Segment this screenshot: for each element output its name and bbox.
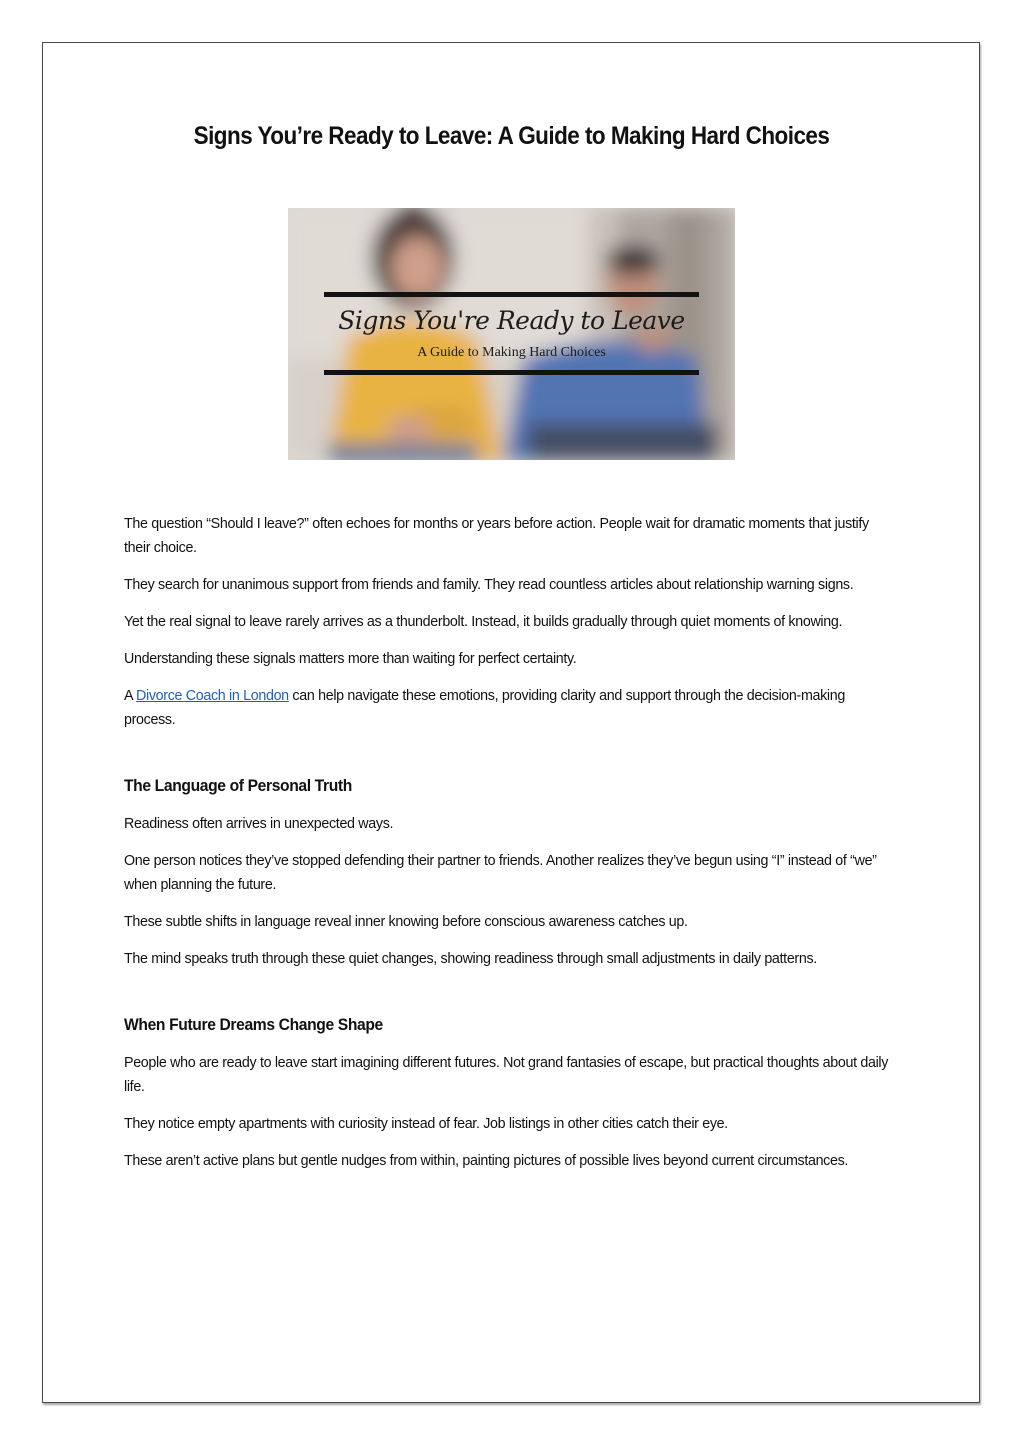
section-heading-future-dreams: When Future Dreams Change Shape xyxy=(124,1015,383,1034)
intro-paragraph-3: Yet the real signal to leave rarely arrives as a thunderbolt. Instead, it builds gradually through quiet moments of knowing. xyxy=(124,613,843,630)
section1-paragraph-4: The mind speaks truth through these quiet changes, showing readiness through small adjustments in daily patterns. xyxy=(124,950,817,967)
section2-paragraph-1: People who are ready to leave start imagining different futures. Not grand fantasies of escape, but practical thoughts about daily life. xyxy=(124,1054,889,1095)
section1-paragraph-2: One person notices they’ve stopped defending their partner to friends. Another realizes they’ve begun using “I” instead of “we” when planning the future. xyxy=(124,852,877,893)
document-title: Signs You’re Ready to Leave: A Guide to Making Hard Choices xyxy=(193,122,830,150)
link-prefix: A xyxy=(124,687,137,704)
section1-paragraph-1: Readiness often arrives in unexpected ways. xyxy=(124,815,394,832)
intro-paragraph-2: They search for unanimous support from friends and family. They read countless articles about relationship warning signs. xyxy=(124,576,854,593)
intro-paragraph-4: Understanding these signals matters more than waiting for perfect certainty. xyxy=(124,650,577,667)
divorce-coach-link[interactable]: Divorce Coach in London xyxy=(136,687,289,704)
hero-subtitle: A Guide to Making Hard Choices xyxy=(417,345,606,360)
section-heading-personal-truth: The Language of Personal Truth xyxy=(124,776,352,795)
hero-rule-top xyxy=(324,292,699,297)
hero-caption xyxy=(288,208,735,460)
hero-script-title: Signs You're Ready to Leave xyxy=(338,306,685,335)
section1-paragraph-3: These subtle shifts in language reveal inner knowing before conscious awareness catches up. xyxy=(124,913,688,930)
article-body xyxy=(124,512,894,1186)
hero-rule-bottom xyxy=(324,370,699,375)
section2-paragraph-2: They notice empty apartments with curiosity instead of fear. Job listings in other cities catch their eye. xyxy=(124,1115,728,1132)
intro-paragraph-5 xyxy=(124,684,895,732)
link-suffix: can help navigate these emotions, providing clarity and support through the decision-making process. xyxy=(124,687,846,728)
intro-paragraph-1: The question “Should I leave?” often echoes for months or years before action. People wait for dramatic moments that justify their choice. xyxy=(124,515,869,556)
section2-paragraph-3: These aren’t active plans but gentle nudges from within, painting pictures of possible lives beyond current circumstances. xyxy=(124,1152,849,1169)
hero-image xyxy=(288,208,735,460)
